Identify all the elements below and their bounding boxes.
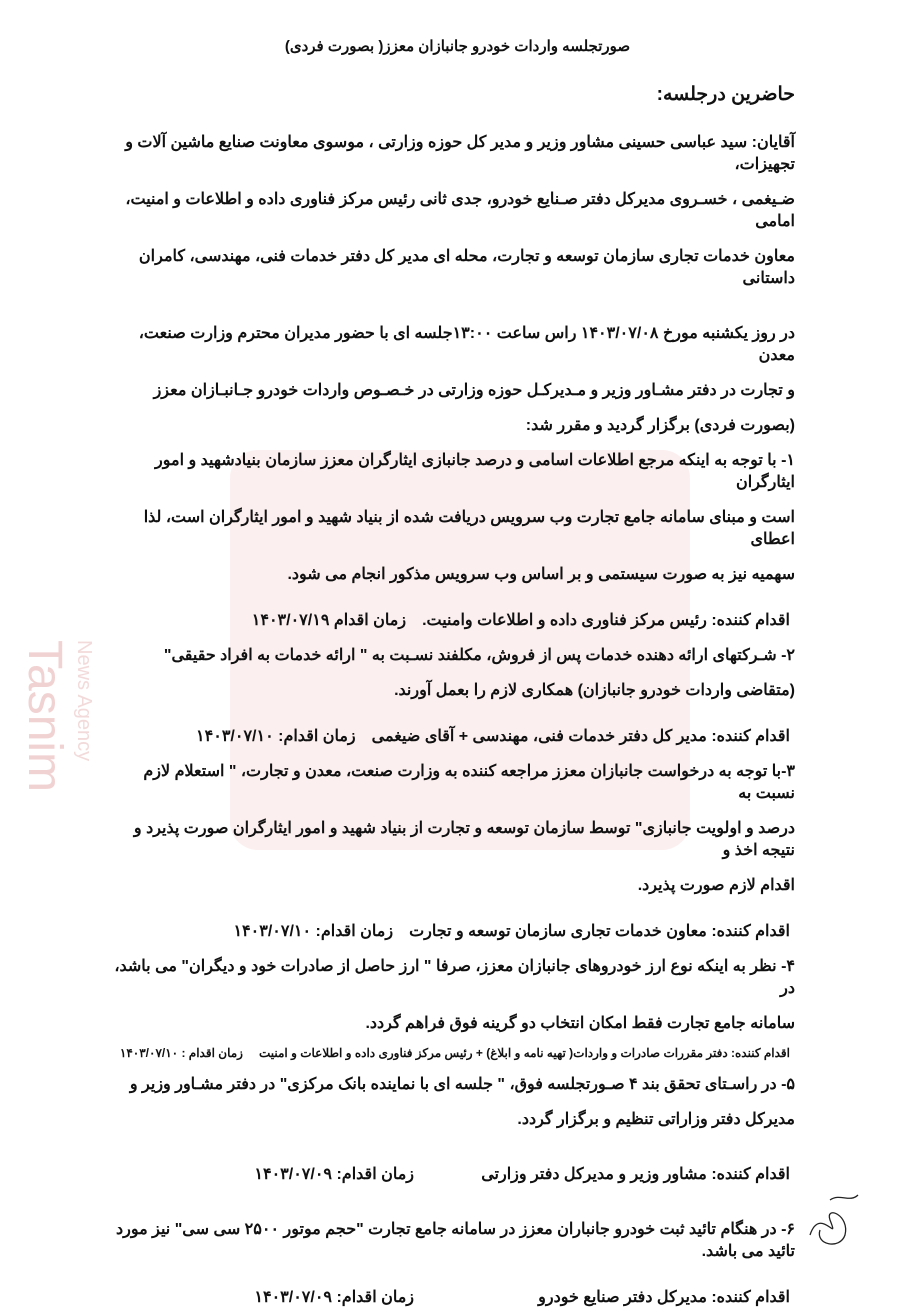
action-time: زمان اقدام: ۱۴۰۳/۰۷/۰۹: [254, 1166, 414, 1183]
action-by: اقدام کننده: مدیر کل دفتر خدمات فنی، مهندسی + آقای ضیغمی: [371, 728, 790, 745]
item-3-line: ۳-با توجه به درخواست جانبازان معزز مراجعه کننده به وزارت صنعت، معدن و تجارت، " استعلام لازم نسبت به: [143, 763, 795, 802]
item-6-line: ۶- در هنگام تائید ثبت خودرو جانباران معزز در سامانه جامع تجارت "حجم موتور ۲۵۰۰ سی سی" نیز مورد تائید می باشد.: [116, 1221, 795, 1260]
document-title: صورتجلسه واردات خودرو جانبازان معزز( بصورت فردی): [284, 38, 631, 55]
document-body: [110, 0, 795, 1309]
intro-line: (بصورت فردی) برگزار گردید و مقرر شد:: [525, 417, 795, 434]
action-by: اقدام کننده: مدیرکل دفتر صنایع خودرو: [538, 1289, 790, 1306]
action-time: زمان اقدام: ۱۴۰۳/۰۷/۱۰: [196, 728, 356, 745]
attendees-line: آقایان: سید عباسی حسینی مشاور وزیر و مدیر کل حوزه وزارتی ، موسوی معاونت صنایع ماشین آلات و تجهیزات،: [125, 134, 795, 173]
action-time: زمان اقدام ۱۴۰۳/۰۷/۱۹: [251, 612, 407, 629]
action-time: زمان اقدام : ۱۴۰۳/۰۷/۱۰: [119, 1046, 243, 1060]
item-6-action: [110, 1287, 790, 1309]
item-4-line: سامانه جامع تجارت فقط امکان انتخاب دو گرینه فوق فراهم گردد.: [365, 1015, 795, 1032]
item-3-line: اقدام لازم صورت پذیرد.: [637, 877, 795, 894]
watermark-text: Tasnim: [18, 640, 71, 793]
item-1-line: سهمیه نیز به صورت سیستمی و بر اساس وب سرویس مذکور انجام می شود.: [287, 566, 795, 583]
intro-line: و تجارت در دفتر مشـاور وزیر و مـدیرکـل حوزه وزارتی در خـصـوص واردات خودرو جـانبـازان معزز: [153, 382, 795, 399]
item-2-action: [110, 726, 790, 748]
action-by: اقدام کننده: دفتر مقررات صادرات و واردات( تهیه نامه و ابلاغ) + رئیس مرکز فناوری داده و اطلاعات و امنیت: [258, 1046, 790, 1060]
intro-line: در روز یکشنبه مورخ ۱۴۰۳/۰۷/۰۸ راس ساعت ۱۳:۰۰جلسه ای با حضور مدیران محترم وزارت صنعت، معدن: [138, 325, 795, 364]
action-by: اقدام کننده: مشاور وزیر و مدیرکل دفتر وزارتی: [481, 1166, 790, 1183]
attendees-line: معاون خدمات تجاری سازمان توسعه و تجارت، محله ای مدیر کل دفتر خدمات فنی، مهندسی، کامران داستانی: [138, 248, 795, 287]
action-time: زمان اقدام: ۱۴۰۳/۰۷/۱۰: [233, 923, 394, 940]
item-5-action: [110, 1164, 790, 1186]
action-by: اقدام کننده: معاون خدمات تجاری سازمان توسعه و تجارت: [409, 923, 790, 940]
item-3-action: [110, 921, 790, 943]
action-by: اقدام کننده: رئیس مرکز فناوری داده و اطلاعات وامنیت.: [422, 612, 790, 629]
action-time: زمان اقدام: ۱۴۰۳/۰۷/۰۹: [254, 1289, 414, 1306]
item-4-action: [110, 1045, 790, 1061]
item-4-line: ۴- نظر به اینکه نوع ارز خودروهای جانبازان معزز، صرفا " ارز حاصل از صادرات خود و دیگران" می باشد، در: [114, 958, 795, 997]
item-1-action: [110, 610, 790, 632]
handwritten-signature: [800, 1185, 870, 1255]
watermark-subtext: News Agency: [73, 640, 95, 762]
item-5-line: ۵- در راسـتای تحقق بند ۴ صـورتجلسه فوق، " جلسه ای با نماینده بانک مرکزی" در دفتر مشـاور وزیر و: [129, 1076, 795, 1093]
item-2-line: (متقاضی واردات خودرو جانبازان) همکاری لازم را بعمل آورند.: [394, 682, 795, 699]
item-1-line: ۱- با توجه به اینکه مرجع اطلاعات اسامی و درصد جانبازی ایثارگران معزز سازمان بنیادشهید و امور ایثارگران: [155, 452, 795, 491]
item-3-line: درصد و اولویت جانبازی" توسط سازمان توسعه و تجارت از بنیاد شهید و امور ایثارگران صورت پذیرد و نتیجه اخذ و: [133, 820, 795, 859]
attendees-line: ضـیغمی ، خسـروی مدیرکل دفتر صـنایع خودرو، جدی ثانی رئیس مرکز فناوری داده و اطلاعات و امنیت، امامی: [125, 191, 795, 230]
item-2-line: ۲- شـرکتهای ارائه دهنده خدمات پس از فروش، مکلفند نسـبت به " ارائه خدمات به افراد حقیقی": [163, 647, 795, 664]
item-5-line: مدیرکل دفتر وزاراتی تنظیم و برگزار گردد.: [517, 1111, 795, 1128]
item-1-line: است و مبنای سامانه جامع تجارت وب سرویس دریافت شده از بنیاد شهید و امور ایثارگران است، لذا اعطای: [143, 509, 795, 548]
attendees-heading: حاضرین درجلسه:: [656, 84, 795, 105]
